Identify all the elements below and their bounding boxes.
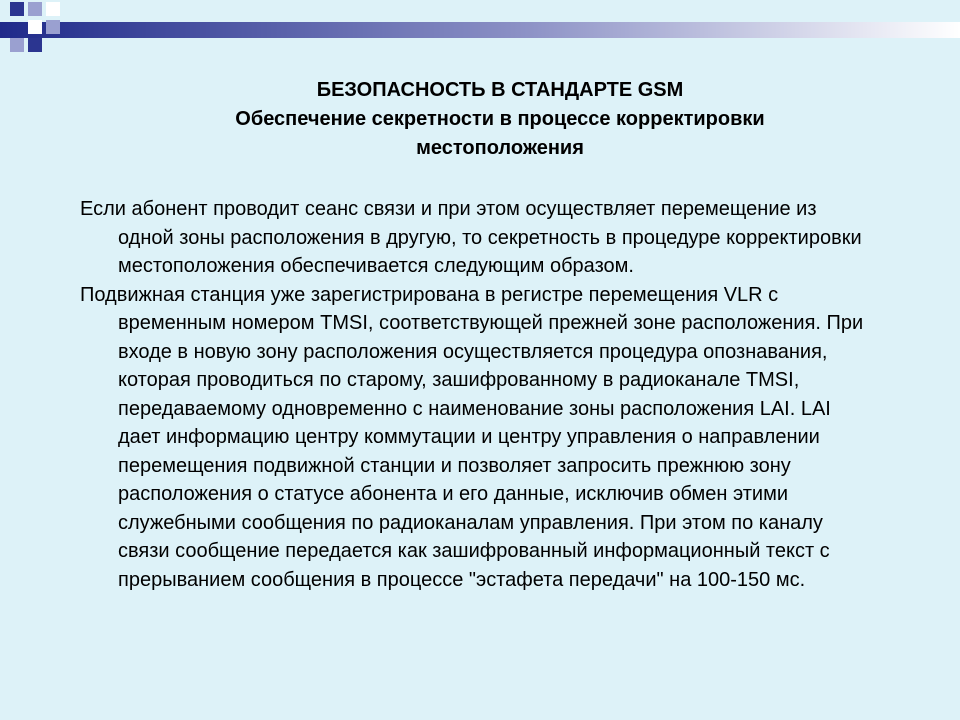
decor-square	[10, 38, 24, 52]
slide-title: БЕЗОПАСНОСТЬ В СТАНДАРТЕ GSM	[316, 79, 684, 101]
header-decoration	[0, 0, 960, 60]
body-paragraph-1: Если абонент проводит сеанс связи и при этом осуществляет перемещение из одной зоны расположения в другую, то секретность в процедуре корректировки местоположения обеспечивается следующим образом.	[80, 198, 862, 277]
decor-square	[10, 2, 24, 16]
slide-body	[80, 195, 870, 594]
decor-square	[28, 20, 42, 34]
slide-subtitle-line-1: Обеспечение секретности в процессе корректировки	[235, 108, 765, 130]
body-paragraph-2: Подвижная станция уже зарегистрирована в регистре перемещения VLR с временным номером TMSI, соответствующей прежней зоне расположения. При входе в новую зону расположения осуществляется процедура опознавания, которая проводиться по старому, зашифрованному в радиоканале TMSI, передаваемому одновременно с наименование зоны расположения LAI. LAI дает информацию центру коммутации и центру управления о направлении перемещения подвижной станции и позволяет запросить прежнюю зону расположения о статусе абонента и его данные, исключив обмен этими служебными сообщения по радиоканалам управления. При этом по каналу связи сообщение передается как зашифрованный информационный текст с прерыванием сообщения в процессе "эстафета передачи" на 100-150 мс.	[80, 283, 864, 591]
decor-square	[28, 2, 42, 16]
header-gradient-bar	[0, 22, 960, 38]
decor-square	[46, 2, 60, 16]
slide-subtitle-line-2: местоположения	[416, 137, 584, 159]
decor-square	[28, 38, 42, 52]
slide-title-block	[100, 76, 900, 163]
decor-square	[46, 20, 60, 34]
